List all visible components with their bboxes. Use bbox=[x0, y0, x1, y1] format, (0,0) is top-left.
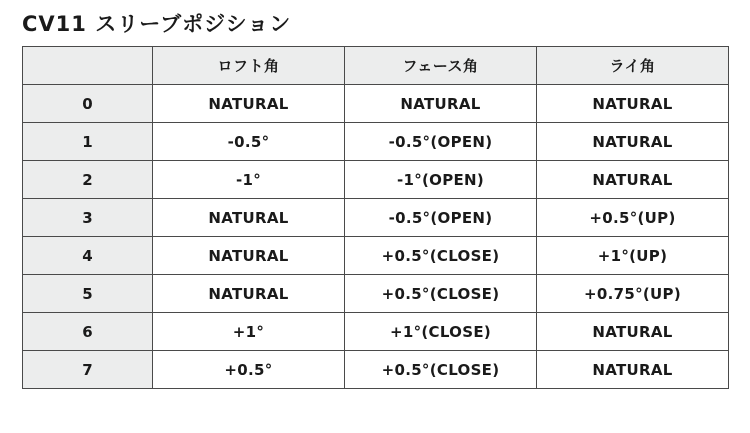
cell-lie: NATURAL bbox=[537, 161, 729, 199]
cell-lie: NATURAL bbox=[537, 123, 729, 161]
table-row bbox=[23, 313, 729, 351]
sleeve-position-table-container bbox=[22, 46, 728, 389]
cell-lie: NATURAL bbox=[537, 351, 729, 389]
table-header-row bbox=[23, 47, 729, 85]
cell-face: +0.5°(CLOSE) bbox=[345, 275, 537, 313]
column-header-index bbox=[23, 47, 153, 85]
cell-position-index: 5 bbox=[23, 275, 153, 313]
cell-face: -0.5°(OPEN) bbox=[345, 123, 537, 161]
cell-lie: NATURAL bbox=[537, 313, 729, 351]
cell-loft: +0.5° bbox=[153, 351, 345, 389]
cell-loft: -1° bbox=[153, 161, 345, 199]
cell-position-index: 7 bbox=[23, 351, 153, 389]
cell-face: +0.5°(CLOSE) bbox=[345, 351, 537, 389]
cell-position-index: 3 bbox=[23, 199, 153, 237]
cell-face: -1°(OPEN) bbox=[345, 161, 537, 199]
cell-face: NATURAL bbox=[345, 85, 537, 123]
sleeve-position-table bbox=[22, 46, 729, 389]
cell-lie: +0.75°(UP) bbox=[537, 275, 729, 313]
table-row bbox=[23, 161, 729, 199]
cell-position-index: 1 bbox=[23, 123, 153, 161]
cell-position-index: 2 bbox=[23, 161, 153, 199]
table-row bbox=[23, 85, 729, 123]
cell-loft: NATURAL bbox=[153, 199, 345, 237]
cell-loft: +1° bbox=[153, 313, 345, 351]
cell-loft: -0.5° bbox=[153, 123, 345, 161]
table-row bbox=[23, 123, 729, 161]
table-row bbox=[23, 199, 729, 237]
table-row bbox=[23, 351, 729, 389]
table-row bbox=[23, 275, 729, 313]
table-row bbox=[23, 237, 729, 275]
cell-position-index: 6 bbox=[23, 313, 153, 351]
cell-position-index: 0 bbox=[23, 85, 153, 123]
table-header bbox=[23, 47, 729, 85]
cell-face: -0.5°(OPEN) bbox=[345, 199, 537, 237]
cell-loft: NATURAL bbox=[153, 85, 345, 123]
table-body bbox=[23, 85, 729, 389]
cell-position-index: 4 bbox=[23, 237, 153, 275]
cell-face: +1°(CLOSE) bbox=[345, 313, 537, 351]
column-header-loft: ロフト角 bbox=[153, 47, 345, 85]
page-title: CV11 スリーブポジション bbox=[22, 12, 292, 36]
column-header-face: フェース角 bbox=[345, 47, 537, 85]
cell-loft: NATURAL bbox=[153, 275, 345, 313]
cell-lie: NATURAL bbox=[537, 85, 729, 123]
cell-lie: +1°(UP) bbox=[537, 237, 729, 275]
cell-lie: +0.5°(UP) bbox=[537, 199, 729, 237]
cell-face: +0.5°(CLOSE) bbox=[345, 237, 537, 275]
column-header-lie: ライ角 bbox=[537, 47, 729, 85]
cell-loft: NATURAL bbox=[153, 237, 345, 275]
